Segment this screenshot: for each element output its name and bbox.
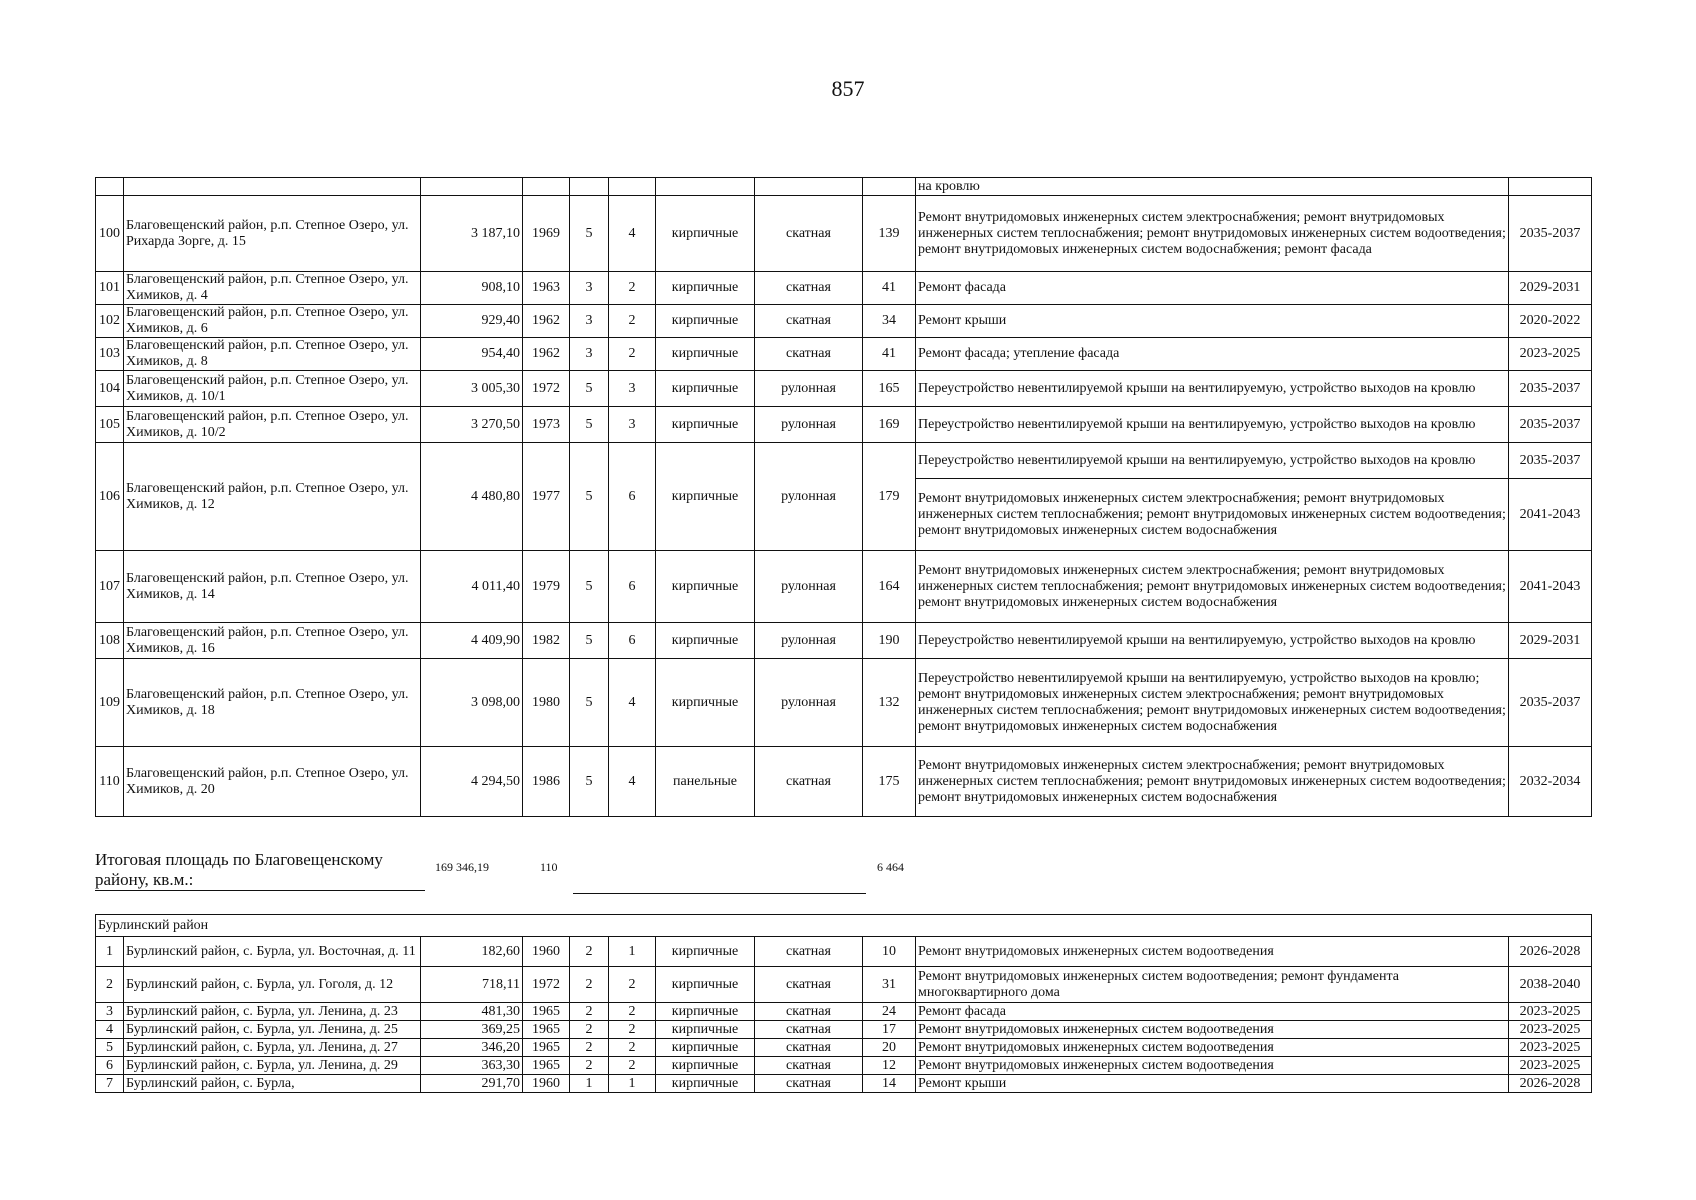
roof-cell: скатная	[755, 967, 863, 1003]
residents-cell: 17	[863, 1021, 916, 1039]
year-cell: 1969	[523, 196, 570, 272]
roof-cell: рулонная	[755, 443, 863, 551]
area-cell: 4 409,90	[421, 623, 523, 659]
period-cell: 2032-2034	[1509, 747, 1592, 817]
walls-cell: кирпичные	[656, 623, 755, 659]
works-cell: Ремонт фасада; утепление фасада	[916, 338, 1509, 371]
floors-cell: 2	[570, 937, 609, 967]
floors-cell: 5	[570, 551, 609, 623]
roof-cell: скатная	[755, 1039, 863, 1057]
empty-cell	[863, 178, 916, 196]
floors-cell: 2	[570, 1003, 609, 1021]
floors-cell: 5	[570, 623, 609, 659]
entrances-cell: 2	[609, 272, 656, 305]
roof-cell: скатная	[755, 937, 863, 967]
empty-cell	[570, 178, 609, 196]
year-cell: 1962	[523, 305, 570, 338]
row-number: 6	[96, 1057, 124, 1075]
area-cell: 4 294,50	[421, 747, 523, 817]
works-cell: Ремонт внутридомовых инженерных систем электроснабжения; ремонт внутридомовых инженерных систем теплоснабжения; ремонт внутридомовых инженерных систем водоотведения; ремонт внутридомовых инженерных систем водоснабжения	[916, 479, 1509, 551]
area-cell: 481,30	[421, 1003, 523, 1021]
residents-cell: 169	[863, 407, 916, 443]
works-cell: Переустройство невентилируемой крыши на вентилируемую, устройство выходов на кровлю	[916, 443, 1509, 479]
row-number: 101	[96, 272, 124, 305]
walls-cell: кирпичные	[656, 1075, 755, 1093]
housing-table-burlinsky	[95, 914, 1592, 1093]
floors-cell: 3	[570, 272, 609, 305]
works-cell: Ремонт крыши	[916, 305, 1509, 338]
walls-cell: кирпичные	[656, 272, 755, 305]
year-cell: 1962	[523, 338, 570, 371]
floors-cell: 3	[570, 338, 609, 371]
works-cell: Переустройство невентилируемой крыши на вентилируемую, устройство выходов на кровлю	[916, 623, 1509, 659]
roof-cell: рулонная	[755, 371, 863, 407]
year-cell: 1960	[523, 1075, 570, 1093]
walls-cell: кирпичные	[656, 1057, 755, 1075]
residents-cell: 20	[863, 1039, 916, 1057]
period-cell: 2041-2043	[1509, 551, 1592, 623]
floors-cell: 5	[570, 371, 609, 407]
entrances-cell: 2	[609, 338, 656, 371]
period-cell: 2023-2025	[1509, 1039, 1592, 1057]
floors-cell: 2	[570, 967, 609, 1003]
row-number: 7	[96, 1075, 124, 1093]
year-cell: 1977	[523, 443, 570, 551]
walls-cell: кирпичные	[656, 1003, 755, 1021]
table-row	[96, 551, 1592, 623]
row-number: 104	[96, 371, 124, 407]
district-title: Бурлинский район	[96, 915, 1592, 937]
area-cell: 954,40	[421, 338, 523, 371]
summary-count: 110	[540, 860, 558, 874]
year-cell: 1965	[523, 1021, 570, 1039]
address-cell: Благовещенский район, р.п. Степное Озеро, ул. Химиков, д. 4	[124, 272, 421, 305]
works-cell: Переустройство невентилируемой крыши на вентилируемую, устройство выходов на кровлю	[916, 371, 1509, 407]
empty-cell	[523, 178, 570, 196]
empty-cell	[656, 178, 755, 196]
roof-cell: скатная	[755, 338, 863, 371]
table-row	[96, 1003, 1592, 1021]
period-cell: 2023-2025	[1509, 1057, 1592, 1075]
year-cell: 1965	[523, 1039, 570, 1057]
address-cell: Благовещенский район, р.п. Степное Озеро, ул. Химиков, д. 14	[124, 551, 421, 623]
table-row	[96, 1021, 1592, 1039]
period-cell: 2038-2040	[1509, 967, 1592, 1003]
floors-cell: 2	[570, 1039, 609, 1057]
area-cell: 718,11	[421, 967, 523, 1003]
roof-cell: рулонная	[755, 659, 863, 747]
period-cell: 2035-2037	[1509, 407, 1592, 443]
row-number: 110	[96, 747, 124, 817]
walls-cell: кирпичные	[656, 443, 755, 551]
walls-cell: кирпичные	[656, 196, 755, 272]
floors-cell: 2	[570, 1021, 609, 1039]
table-row	[96, 1075, 1592, 1093]
row-number: 109	[96, 659, 124, 747]
floors-cell: 5	[570, 407, 609, 443]
empty-cell	[755, 178, 863, 196]
roof-cell: скатная	[755, 1021, 863, 1039]
table-row	[96, 305, 1592, 338]
residents-cell: 31	[863, 967, 916, 1003]
summary-underline	[573, 893, 866, 894]
row-number: 5	[96, 1039, 124, 1057]
row-number: 1	[96, 937, 124, 967]
residents-cell: 175	[863, 747, 916, 817]
entrances-cell: 2	[609, 1039, 656, 1057]
period-cell: 2035-2037	[1509, 371, 1592, 407]
works-cell: Ремонт внутридомовых инженерных систем электроснабжения; ремонт внутридомовых инженерных систем теплоснабжения; ремонт внутридомовых инженерных систем водоотведения; ремонт внутридомовых инженерных систем водоснабжения	[916, 551, 1509, 623]
residents-cell: 10	[863, 937, 916, 967]
walls-cell: панельные	[656, 747, 755, 817]
roof-cell: скатная	[755, 1075, 863, 1093]
address-cell: Благовещенский район, р.п. Степное Озеро, ул. Химиков, д. 10/1	[124, 371, 421, 407]
entrances-cell: 2	[609, 1003, 656, 1021]
address-cell: Бурлинский район, с. Бурла, ул. Восточная, д. 11	[124, 937, 421, 967]
period-cell: 2023-2025	[1509, 1003, 1592, 1021]
residents-cell: 12	[863, 1057, 916, 1075]
address-cell: Благовещенский район, р.п. Степное Озеро, ул. Химиков, д. 18	[124, 659, 421, 747]
residents-cell: 132	[863, 659, 916, 747]
summary-total-area: 169 346,19	[435, 860, 489, 874]
period-cell: 2035-2037	[1509, 443, 1592, 479]
area-cell: 291,70	[421, 1075, 523, 1093]
address-cell: Благовещенский район, р.п. Степное Озеро, ул. Химиков, д. 6	[124, 305, 421, 338]
address-cell: Благовещенский район, р.п. Степное Озеро, ул. Химиков, д. 20	[124, 747, 421, 817]
table-row	[96, 747, 1592, 817]
period-cell: 2035-2037	[1509, 659, 1592, 747]
works-cell: Ремонт внутридомовых инженерных систем электроснабжения; ремонт внутридомовых инженерных систем теплоснабжения; ремонт внутридомовых инженерных систем водоотведения; ремонт внутридомовых инженерных систем водоснабжения; ремонт фасада	[916, 196, 1509, 272]
address-cell: Благовещенский район, р.п. Степное Озеро, ул. Химиков, д. 8	[124, 338, 421, 371]
roof-cell: скатная	[755, 196, 863, 272]
area-cell: 3 270,50	[421, 407, 523, 443]
period-cell	[1509, 178, 1592, 196]
area-cell: 4 011,40	[421, 551, 523, 623]
row-number: 102	[96, 305, 124, 338]
area-cell: 369,25	[421, 1021, 523, 1039]
works-cell: Ремонт внутридомовых инженерных систем водоотведения; ремонт фундамента многоквартирного дома	[916, 967, 1509, 1003]
works-cell: Ремонт внутридомовых инженерных систем водоотведения	[916, 937, 1509, 967]
residents-cell: 179	[863, 443, 916, 551]
residents-cell: 41	[863, 338, 916, 371]
entrances-cell: 4	[609, 659, 656, 747]
floors-cell: 5	[570, 659, 609, 747]
housing-table-blagoveshchensky	[95, 177, 1592, 817]
walls-cell: кирпичные	[656, 1039, 755, 1057]
entrances-cell: 3	[609, 371, 656, 407]
entrances-cell: 1	[609, 1075, 656, 1093]
address-cell: Бурлинский район, с. Бурла, ул. Ленина, д. 25	[124, 1021, 421, 1039]
year-cell: 1960	[523, 937, 570, 967]
area-cell: 929,40	[421, 305, 523, 338]
roof-cell: скатная	[755, 1057, 863, 1075]
works-cell: Ремонт крыши	[916, 1075, 1509, 1093]
period-cell: 2041-2043	[1509, 479, 1592, 551]
table-row	[96, 1039, 1592, 1057]
area-cell: 908,10	[421, 272, 523, 305]
floors-cell: 2	[570, 1057, 609, 1075]
floors-cell: 5	[570, 196, 609, 272]
address-cell: Бурлинский район, с. Бурла, ул. Ленина, д. 27	[124, 1039, 421, 1057]
residents-cell: 14	[863, 1075, 916, 1093]
period-cell: 2029-2031	[1509, 272, 1592, 305]
walls-cell: кирпичные	[656, 338, 755, 371]
works-cell: Ремонт внутридомовых инженерных систем водоотведения	[916, 1021, 1509, 1039]
year-cell: 1980	[523, 659, 570, 747]
table-row	[96, 659, 1592, 747]
table-row	[96, 623, 1592, 659]
row-number: 4	[96, 1021, 124, 1039]
year-cell: 1973	[523, 407, 570, 443]
entrances-cell: 4	[609, 747, 656, 817]
year-cell: 1986	[523, 747, 570, 817]
works-cell: Переустройство невентилируемой крыши на вентилируемую, устройство выходов на кровлю	[916, 407, 1509, 443]
walls-cell: кирпичные	[656, 407, 755, 443]
roof-cell: скатная	[755, 1003, 863, 1021]
works-cell: Ремонт фасада	[916, 272, 1509, 305]
floors-cell: 3	[570, 305, 609, 338]
year-cell: 1965	[523, 1057, 570, 1075]
area-cell: 3 187,10	[421, 196, 523, 272]
year-cell: 1979	[523, 551, 570, 623]
empty-cell	[124, 178, 421, 196]
table-row-continuation	[96, 178, 1592, 196]
row-number: 2	[96, 967, 124, 1003]
row-number: 105	[96, 407, 124, 443]
row-number: 100	[96, 196, 124, 272]
year-cell: 1972	[523, 967, 570, 1003]
works-cell: Ремонт внутридомовых инженерных систем электроснабжения; ремонт внутридомовых инженерных систем теплоснабжения; ремонт внутридомовых инженерных систем водоотведения; ремонт внутридомовых инженерных систем водоснабжения	[916, 747, 1509, 817]
floors-cell: 5	[570, 443, 609, 551]
table-row	[96, 443, 1592, 479]
roof-cell: рулонная	[755, 623, 863, 659]
address-cell: Благовещенский район, р.п. Степное Озеро, ул. Рихарда Зорге, д. 15	[124, 196, 421, 272]
table-row	[96, 1057, 1592, 1075]
entrances-cell: 2	[609, 305, 656, 338]
residents-cell: 41	[863, 272, 916, 305]
period-cell: 2020-2022	[1509, 305, 1592, 338]
residents-cell: 139	[863, 196, 916, 272]
entrances-cell: 2	[609, 967, 656, 1003]
walls-cell: кирпичные	[656, 371, 755, 407]
table-row	[96, 338, 1592, 371]
row-number: 103	[96, 338, 124, 371]
address-cell: Благовещенский район, р.п. Степное Озеро, ул. Химиков, д. 16	[124, 623, 421, 659]
table-row	[96, 196, 1592, 272]
period-cell: 2023-2025	[1509, 1021, 1592, 1039]
table-row	[96, 272, 1592, 305]
walls-cell: кирпичные	[656, 937, 755, 967]
address-cell: Благовещенский район, р.п. Степное Озеро, ул. Химиков, д. 12	[124, 443, 421, 551]
table-row	[96, 967, 1592, 1003]
entrances-cell: 2	[609, 1021, 656, 1039]
address-cell: Бурлинский район, с. Бурла,	[124, 1075, 421, 1093]
roof-cell: скатная	[755, 305, 863, 338]
floors-cell: 1	[570, 1075, 609, 1093]
period-cell: 2035-2037	[1509, 196, 1592, 272]
entrances-cell: 6	[609, 443, 656, 551]
summary-label: Итоговая площадь по Благовещенскому району, кв.м.:	[95, 850, 425, 891]
district-summary	[95, 850, 1595, 896]
entrances-cell: 1	[609, 937, 656, 967]
walls-cell: кирпичные	[656, 551, 755, 623]
entrances-cell: 6	[609, 551, 656, 623]
year-cell: 1972	[523, 371, 570, 407]
works-cell: Переустройство невентилируемой крыши на вентилируемую, устройство выходов на кровлю; ремонт внутридомовых инженерных систем электроснабжения; ремонт внутридомовых инженерных систем теплоснабжения; ремонт внутридомовых инженерных систем водоотведения; ремонт внутридомовых инженерных систем водоснабжения	[916, 659, 1509, 747]
summary-residents: 6 464	[877, 860, 904, 874]
walls-cell: кирпичные	[656, 1021, 755, 1039]
area-cell: 346,20	[421, 1039, 523, 1057]
works-cell: Ремонт фасада	[916, 1003, 1509, 1021]
residents-cell: 164	[863, 551, 916, 623]
roof-cell: скатная	[755, 747, 863, 817]
empty-cell	[609, 178, 656, 196]
residents-cell: 24	[863, 1003, 916, 1021]
area-cell: 3 005,30	[421, 371, 523, 407]
year-cell: 1965	[523, 1003, 570, 1021]
row-number: 106	[96, 443, 124, 551]
entrances-cell: 2	[609, 1057, 656, 1075]
roof-cell: рулонная	[755, 551, 863, 623]
walls-cell: кирпичные	[656, 967, 755, 1003]
area-cell: 4 480,80	[421, 443, 523, 551]
year-cell: 1963	[523, 272, 570, 305]
period-cell: 2029-2031	[1509, 623, 1592, 659]
empty-cell	[421, 178, 523, 196]
residents-cell: 165	[863, 371, 916, 407]
roof-cell: скатная	[755, 272, 863, 305]
works-cell: Ремонт внутридомовых инженерных систем водоотведения	[916, 1057, 1509, 1075]
residents-cell: 190	[863, 623, 916, 659]
period-cell: 2026-2028	[1509, 937, 1592, 967]
residents-cell: 34	[863, 305, 916, 338]
page-number: 857	[831, 76, 865, 101]
roof-cell: рулонная	[755, 407, 863, 443]
address-cell: Бурлинский район, с. Бурла, ул. Ленина, д. 29	[124, 1057, 421, 1075]
area-cell: 3 098,00	[421, 659, 523, 747]
area-cell: 363,30	[421, 1057, 523, 1075]
period-cell: 2026-2028	[1509, 1075, 1592, 1093]
works-cell: на кровлю	[916, 178, 1509, 196]
walls-cell: кирпичные	[656, 305, 755, 338]
address-cell: Бурлинский район, с. Бурла, ул. Гоголя, д. 12	[124, 967, 421, 1003]
address-cell: Бурлинский район, с. Бурла, ул. Ленина, д. 23	[124, 1003, 421, 1021]
row-number: 3	[96, 1003, 124, 1021]
works-cell: Ремонт внутридомовых инженерных систем водоотведения	[916, 1039, 1509, 1057]
table-row	[96, 407, 1592, 443]
period-cell: 2023-2025	[1509, 338, 1592, 371]
address-cell: Благовещенский район, р.п. Степное Озеро, ул. Химиков, д. 10/2	[124, 407, 421, 443]
table-row	[96, 371, 1592, 407]
year-cell: 1982	[523, 623, 570, 659]
area-cell: 182,60	[421, 937, 523, 967]
table-row	[96, 937, 1592, 967]
entrances-cell: 3	[609, 407, 656, 443]
row-number: 107	[96, 551, 124, 623]
row-number: 108	[96, 623, 124, 659]
walls-cell: кирпичные	[656, 659, 755, 747]
entrances-cell: 6	[609, 623, 656, 659]
floors-cell: 5	[570, 747, 609, 817]
empty-cell	[96, 178, 124, 196]
entrances-cell: 4	[609, 196, 656, 272]
